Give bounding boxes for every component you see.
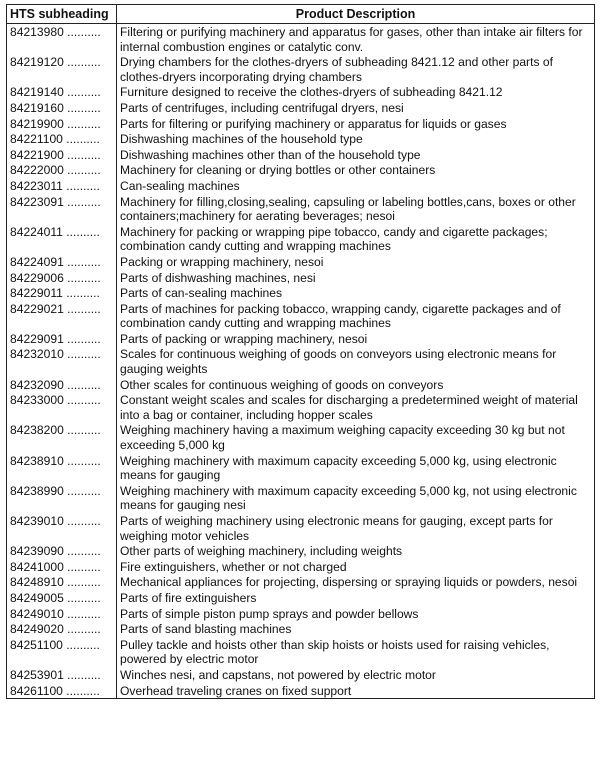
table-row bbox=[7, 84, 595, 100]
hts-code-cell: 84232010 .......... bbox=[7, 346, 117, 376]
product-description-cell: Other parts of weighing machinery, including weights bbox=[117, 543, 595, 559]
hts-code-cell: 84241000 .......... bbox=[7, 559, 117, 575]
product-description-cell: Mechanical appliances for projecting, dispersing or spraying liquids or powders, nesoi bbox=[117, 574, 595, 590]
product-description-cell: Dishwashing machines other than of the household type bbox=[117, 147, 595, 163]
hts-code-cell: 84239010 .......... bbox=[7, 513, 117, 543]
product-description-cell: Parts of fire extinguishers bbox=[117, 590, 595, 606]
table-row bbox=[7, 346, 595, 376]
table-row bbox=[7, 392, 595, 422]
hts-code-cell: 84222000 .......... bbox=[7, 162, 117, 178]
hts-table-container bbox=[6, 4, 594, 699]
product-description-cell: Overhead traveling cranes on fixed support bbox=[117, 683, 595, 699]
product-description-cell: Parts of centrifuges, including centrifugal dryers, nesi bbox=[117, 100, 595, 116]
hts-code-cell: 84229011 .......... bbox=[7, 285, 117, 301]
product-description-cell: Parts of machines for packing tobacco, wrapping candy, cigarette packages and of combination candy cutting and wrapping machines bbox=[117, 301, 595, 331]
table-row bbox=[7, 54, 595, 84]
hts-code-cell: 84261100 .......... bbox=[7, 683, 117, 699]
product-description-cell: Winches nesi, and capstans, not powered by electric motor bbox=[117, 667, 595, 683]
hts-code-cell: 84219900 .......... bbox=[7, 116, 117, 132]
product-description-cell: Packing or wrapping machinery, nesoi bbox=[117, 254, 595, 270]
hts-code-cell: 84223091 .......... bbox=[7, 194, 117, 224]
product-description-cell: Machinery for cleaning or drying bottles or other containers bbox=[117, 162, 595, 178]
table-row bbox=[7, 377, 595, 393]
table-row bbox=[7, 543, 595, 559]
table-row bbox=[7, 178, 595, 194]
product-description-cell: Parts of dishwashing machines, nesi bbox=[117, 270, 595, 286]
product-description-cell: Other scales for continuous weighing of goods on conveyors bbox=[117, 377, 595, 393]
table-row bbox=[7, 254, 595, 270]
hts-code-cell: 84223011 .......... bbox=[7, 178, 117, 194]
table-row bbox=[7, 606, 595, 622]
table-body bbox=[7, 24, 595, 699]
table-row bbox=[7, 100, 595, 116]
product-description-cell: Can-sealing machines bbox=[117, 178, 595, 194]
product-description-cell: Scales for continuous weighing of goods on conveyors using electronic means for gauging weights bbox=[117, 346, 595, 376]
hts-code-cell: 84219160 .......... bbox=[7, 100, 117, 116]
table-row bbox=[7, 285, 595, 301]
hts-code-cell: 84249020 .......... bbox=[7, 621, 117, 637]
hts-code-cell: 84229021 .......... bbox=[7, 301, 117, 331]
hts-code-cell: 84221900 .......... bbox=[7, 147, 117, 163]
table-row bbox=[7, 162, 595, 178]
product-description-cell: Pulley tackle and hoists other than skip hoists or hoists used for raising vehicles, powered by electric motor bbox=[117, 637, 595, 667]
hts-code-cell: 84219120 .......... bbox=[7, 54, 117, 84]
header-hts-subheading: HTS subheading bbox=[7, 5, 117, 24]
hts-code-cell: 84248910 .......... bbox=[7, 574, 117, 590]
table-row bbox=[7, 590, 595, 606]
hts-code-cell: 84238990 .......... bbox=[7, 483, 117, 513]
product-description-cell: Weighing machinery having a maximum weighing capacity exceeding 30 kg but not exceeding 5,000 kg bbox=[117, 422, 595, 452]
table-row bbox=[7, 574, 595, 590]
table-row bbox=[7, 194, 595, 224]
hts-code-cell: 84239090 .......... bbox=[7, 543, 117, 559]
hts-code-cell: 84232090 .......... bbox=[7, 377, 117, 393]
table-row bbox=[7, 453, 595, 483]
hts-code-cell: 84229006 .......... bbox=[7, 270, 117, 286]
product-description-cell: Parts of can-sealing machines bbox=[117, 285, 595, 301]
hts-table bbox=[6, 4, 595, 699]
table-row bbox=[7, 667, 595, 683]
hts-code-cell: 84238910 .......... bbox=[7, 453, 117, 483]
product-description-cell: Parts of packing or wrapping machinery, nesoi bbox=[117, 331, 595, 347]
product-description-cell: Parts of simple piston pump sprays and powder bellows bbox=[117, 606, 595, 622]
table-row bbox=[7, 24, 595, 55]
product-description-cell: Machinery for filling,closing,sealing, capsuling or labeling bottles,cans, boxes or other containers;machinery for aerating beverages; nesoi bbox=[117, 194, 595, 224]
product-description-cell: Furniture designed to receive the clothes-dryers of subheading 8421.12 bbox=[117, 84, 595, 100]
table-row bbox=[7, 637, 595, 667]
hts-code-cell: 84219140 .......... bbox=[7, 84, 117, 100]
product-description-cell: Machinery for packing or wrapping pipe tobacco, candy and cigarette packages; combination candy cutting and wrapping machines bbox=[117, 224, 595, 254]
table-row bbox=[7, 224, 595, 254]
table-row bbox=[7, 270, 595, 286]
table-row bbox=[7, 422, 595, 452]
table-row bbox=[7, 559, 595, 575]
hts-code-cell: 84233000 .......... bbox=[7, 392, 117, 422]
hts-code-cell: 84238200 .......... bbox=[7, 422, 117, 452]
table-row bbox=[7, 301, 595, 331]
table-row bbox=[7, 147, 595, 163]
table-row bbox=[7, 331, 595, 347]
table-row bbox=[7, 483, 595, 513]
product-description-cell: Parts for filtering or purifying machinery or apparatus for liquids or gases bbox=[117, 116, 595, 132]
table-row bbox=[7, 116, 595, 132]
product-description-cell: Fire extinguishers, whether or not charged bbox=[117, 559, 595, 575]
hts-code-cell: 84249010 .......... bbox=[7, 606, 117, 622]
hts-code-cell: 84224091 .......... bbox=[7, 254, 117, 270]
hts-code-cell: 84229091 .......... bbox=[7, 331, 117, 347]
table-row bbox=[7, 621, 595, 637]
product-description-cell: Filtering or purifying machinery and apparatus for gases, other than intake air filters for internal combustion engines or catalytic conv. bbox=[117, 24, 595, 55]
header-product-description: Product Description bbox=[117, 5, 595, 24]
hts-code-cell: 84224011 .......... bbox=[7, 224, 117, 254]
table-row bbox=[7, 513, 595, 543]
table-row bbox=[7, 683, 595, 699]
hts-code-cell: 84251100 .......... bbox=[7, 637, 117, 667]
hts-code-cell: 84221100 .......... bbox=[7, 131, 117, 147]
table-row bbox=[7, 131, 595, 147]
product-description-cell: Weighing machinery with maximum capacity exceeding 5,000 kg, using electronic means for gauging bbox=[117, 453, 595, 483]
product-description-cell: Constant weight scales and scales for discharging a predetermined weight of material into a bag or container, including hopper scales bbox=[117, 392, 595, 422]
product-description-cell: Parts of weighing machinery using electronic means for gauging, except parts for weighing motor vehicles bbox=[117, 513, 595, 543]
product-description-cell: Drying chambers for the clothes-dryers of subheading 8421.12 and other parts of clothes-dryers incorporating drying chambers bbox=[117, 54, 595, 84]
product-description-cell: Weighing machinery with maximum capacity exceeding 5,000 kg, not using electronic means for gauging nesi bbox=[117, 483, 595, 513]
hts-code-cell: 84249005 .......... bbox=[7, 590, 117, 606]
product-description-cell: Parts of sand blasting machines bbox=[117, 621, 595, 637]
product-description-cell: Dishwashing machines of the household type bbox=[117, 131, 595, 147]
table-header-row bbox=[7, 5, 595, 24]
hts-code-cell: 84213980 .......... bbox=[7, 24, 117, 55]
hts-code-cell: 84253901 .......... bbox=[7, 667, 117, 683]
